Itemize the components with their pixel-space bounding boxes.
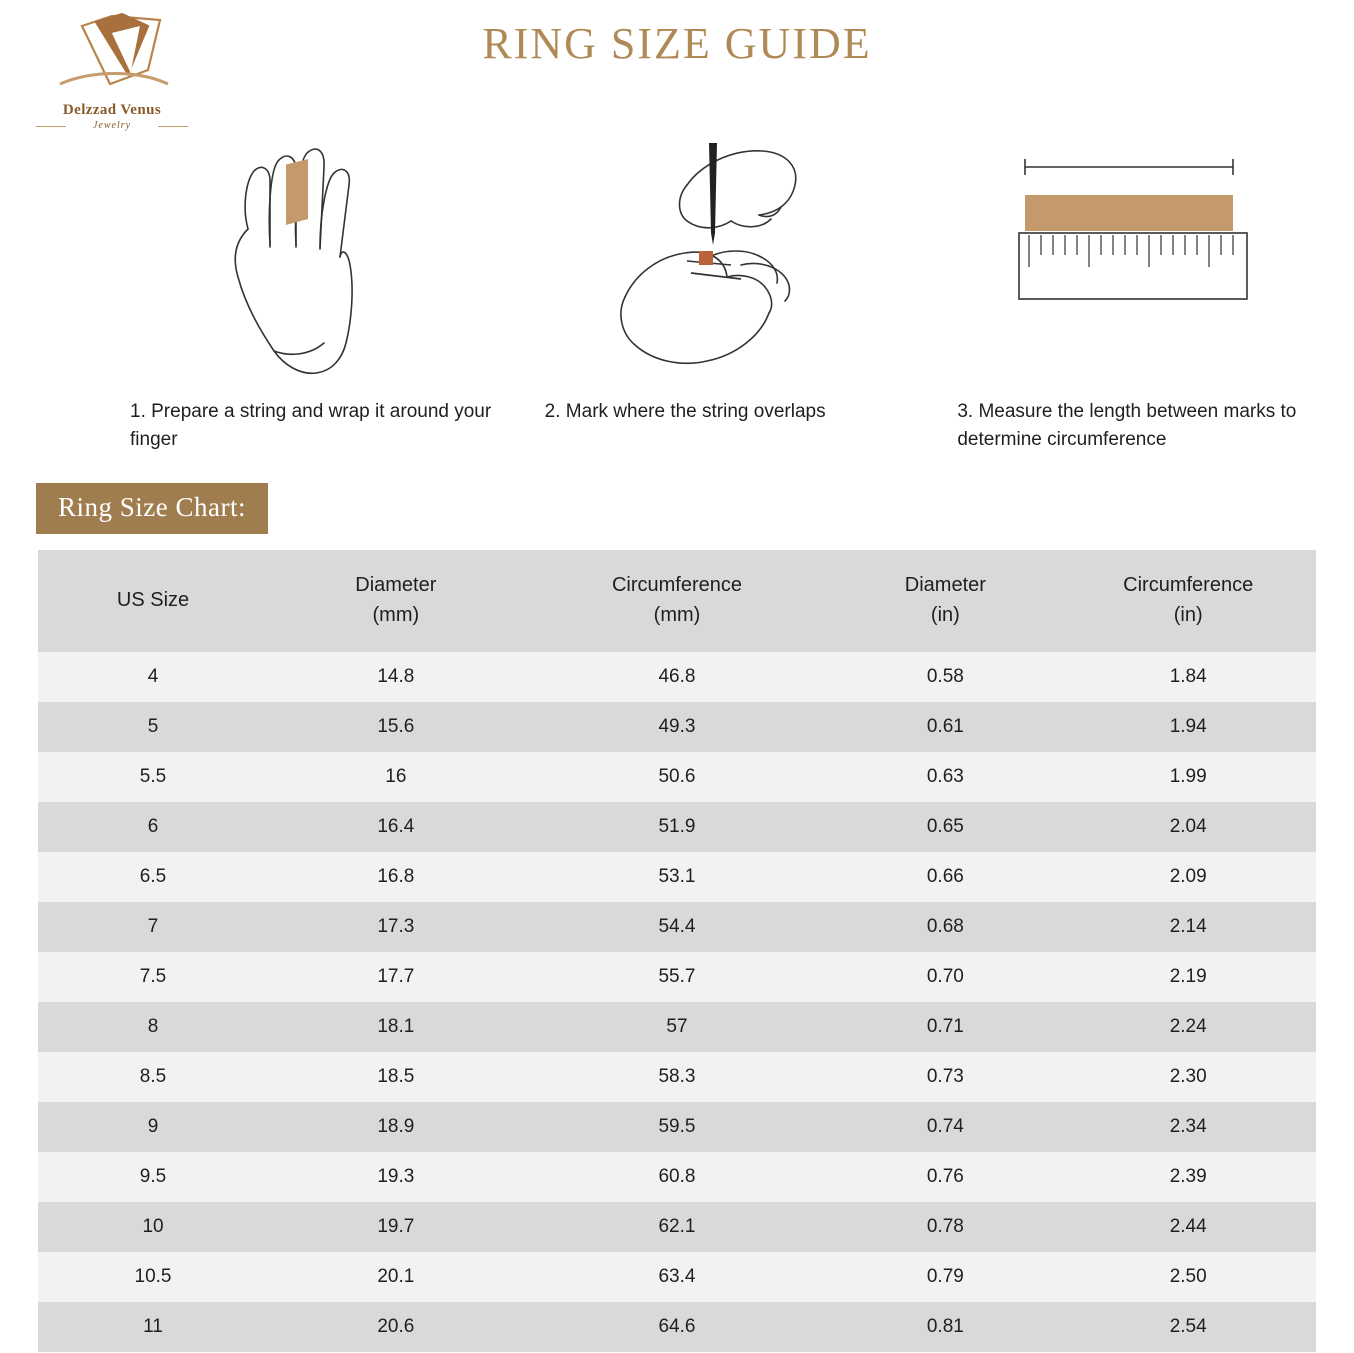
step-2: [517, 132, 936, 453]
cell-us-size: 8: [147, 1016, 159, 1038]
cell-diameter-mm: 18.9: [377, 1116, 415, 1138]
cell-circumference-mm: 51.9: [658, 816, 696, 838]
cell-diameter-in: 0.81: [926, 1316, 964, 1338]
cell-circumference-mm: 46.8: [658, 666, 696, 688]
table-row: [38, 752, 1316, 802]
column-header-circumference-mm: [524, 550, 831, 652]
brand-tagline: Jewelry: [22, 120, 202, 131]
table-row: [38, 1302, 1316, 1352]
cell-diameter-mm: 16.8: [377, 866, 415, 888]
step-3: [935, 132, 1354, 453]
header-line-2: (in): [930, 604, 960, 627]
cell-diameter-mm: 20.6: [377, 1316, 415, 1338]
cell-diameter-in: 0.68: [926, 916, 964, 938]
table-header: [38, 550, 1316, 652]
step-1: [0, 132, 517, 453]
cell-us-size: 10: [142, 1216, 164, 1238]
step-2-caption: 2. Mark where the string overlaps: [544, 401, 826, 422]
cell-circumference-in: 2.50: [1169, 1266, 1207, 1288]
cell-diameter-in: 0.73: [926, 1066, 964, 1088]
table-row: [38, 852, 1316, 902]
header-line-1: Circumference: [611, 574, 742, 597]
table-body: [38, 652, 1316, 1352]
ruler-measuring-string-illustration: [957, 132, 1332, 382]
cell-circumference-in: 2.44: [1169, 1216, 1207, 1238]
cell-circumference-in: 2.09: [1169, 866, 1207, 888]
table-header-row: [38, 550, 1316, 652]
cell-circumference-mm: 55.7: [658, 966, 696, 988]
cell-diameter-in: 0.74: [926, 1116, 964, 1138]
cell-diameter-mm: 18.1: [377, 1016, 415, 1038]
cell-diameter-in: 0.78: [926, 1216, 964, 1238]
cell-circumference-mm: 62.1: [658, 1216, 696, 1238]
header-line-1: Diameter: [904, 574, 986, 597]
cell-circumference-in: 2.04: [1169, 816, 1207, 838]
table-row: [38, 952, 1316, 1002]
cell-us-size: 7: [147, 916, 159, 938]
column-header-diameter-mm: [268, 550, 524, 652]
header-line-2: (in): [1173, 604, 1203, 627]
ring-size-chart-label: Ring Size Chart:: [36, 483, 268, 534]
cell-diameter-mm: 18.5: [377, 1066, 415, 1088]
cell-diameter-in: 0.71: [926, 1016, 964, 1038]
cell-us-size: 8.5: [139, 1066, 167, 1088]
cell-diameter-in: 0.66: [926, 866, 964, 888]
step-1-caption: 1. Prepare a string and wrap it around your finger: [130, 401, 492, 450]
table-row: [38, 1152, 1316, 1202]
cell-us-size: 4: [147, 666, 159, 688]
cell-diameter-mm: 19.3: [377, 1166, 415, 1188]
ring-size-table: [38, 550, 1316, 1352]
cell-diameter-in: 0.76: [926, 1166, 964, 1188]
cell-circumference-mm: 64.6: [658, 1316, 696, 1338]
cell-diameter-mm: 14.8: [377, 666, 415, 688]
cell-us-size: 9: [147, 1116, 159, 1138]
cell-us-size: 6: [147, 816, 159, 838]
cell-circumference-mm: 54.4: [658, 916, 696, 938]
page-header: [0, 0, 1354, 150]
table-row: [38, 1052, 1316, 1102]
cell-us-size: 6.5: [139, 866, 167, 888]
header-line-1: Circumference: [1123, 574, 1254, 597]
cell-us-size: 5.5: [139, 766, 167, 788]
column-header-circumference-in: [1060, 550, 1316, 652]
cell-diameter-in: 0.70: [926, 966, 964, 988]
cell-circumference-mm: 59.5: [658, 1116, 696, 1138]
table-row: [38, 652, 1316, 702]
cell-circumference-mm: 49.3: [658, 716, 696, 738]
cell-circumference-mm: 57: [666, 1016, 688, 1038]
header-line-2: (mm): [372, 604, 420, 627]
cell-us-size: 5: [147, 716, 159, 738]
step-3-caption: 3. Measure the length between marks to determine circumference: [957, 401, 1297, 450]
brand-name: Delzzad Venus: [62, 102, 162, 118]
cell-circumference-in: 2.24: [1169, 1016, 1207, 1038]
cell-circumference-mm: 50.6: [658, 766, 696, 788]
cell-us-size: 10.5: [134, 1266, 172, 1288]
header-line-1: US Size: [116, 589, 190, 612]
cell-circumference-mm: 60.8: [658, 1166, 696, 1188]
table-row: [38, 802, 1316, 852]
cell-diameter-in: 0.58: [926, 666, 964, 688]
header-line-2: (mm): [653, 604, 701, 627]
cell-diameter-mm: 16: [385, 766, 407, 788]
table-row: [38, 1202, 1316, 1252]
hand-with-string-illustration: [120, 132, 495, 382]
cell-circumference-in: 2.34: [1169, 1116, 1207, 1138]
cell-diameter-mm: 20.1: [377, 1266, 415, 1288]
hand-marking-string-illustration: [539, 132, 914, 382]
cell-circumference-in: 1.84: [1169, 666, 1207, 688]
cell-circumference-mm: 53.1: [658, 866, 696, 888]
cell-diameter-mm: 16.4: [377, 816, 415, 838]
cell-diameter-in: 0.63: [926, 766, 964, 788]
table-row: [38, 1102, 1316, 1152]
cell-circumference-in: 1.99: [1169, 766, 1207, 788]
column-header-us-size: [38, 550, 268, 652]
cell-diameter-mm: 17.3: [377, 916, 415, 938]
cell-diameter-in: 0.79: [926, 1266, 964, 1288]
cell-us-size: 7.5: [139, 966, 167, 988]
cell-diameter-in: 0.61: [926, 716, 964, 738]
cell-circumference-in: 2.54: [1169, 1316, 1207, 1338]
cell-circumference-in: 2.14: [1169, 916, 1207, 938]
cell-circumference-in: 2.39: [1169, 1166, 1207, 1188]
table-row: [38, 1252, 1316, 1302]
cell-circumference-mm: 58.3: [658, 1066, 696, 1088]
page-title: RING SIZE GUIDE: [482, 19, 872, 68]
cell-diameter-mm: 17.7: [377, 966, 415, 988]
table-row: [38, 1002, 1316, 1052]
cell-diameter-mm: 15.6: [377, 716, 415, 738]
cell-circumference-in: 1.94: [1169, 716, 1207, 738]
cell-us-size: 11: [143, 1316, 163, 1338]
cell-us-size: 9.5: [139, 1166, 167, 1188]
table-row: [38, 702, 1316, 752]
cell-circumference-in: 2.19: [1169, 966, 1207, 988]
cell-circumference-in: 2.30: [1169, 1066, 1207, 1088]
header-line-1: Diameter: [355, 574, 437, 597]
cell-diameter-mm: 19.7: [377, 1216, 415, 1238]
cell-circumference-mm: 63.4: [658, 1266, 696, 1288]
cell-diameter-in: 0.65: [926, 816, 964, 838]
steps-row: [0, 132, 1354, 453]
column-header-diameter-in: [830, 550, 1060, 652]
table-row: [38, 902, 1316, 952]
